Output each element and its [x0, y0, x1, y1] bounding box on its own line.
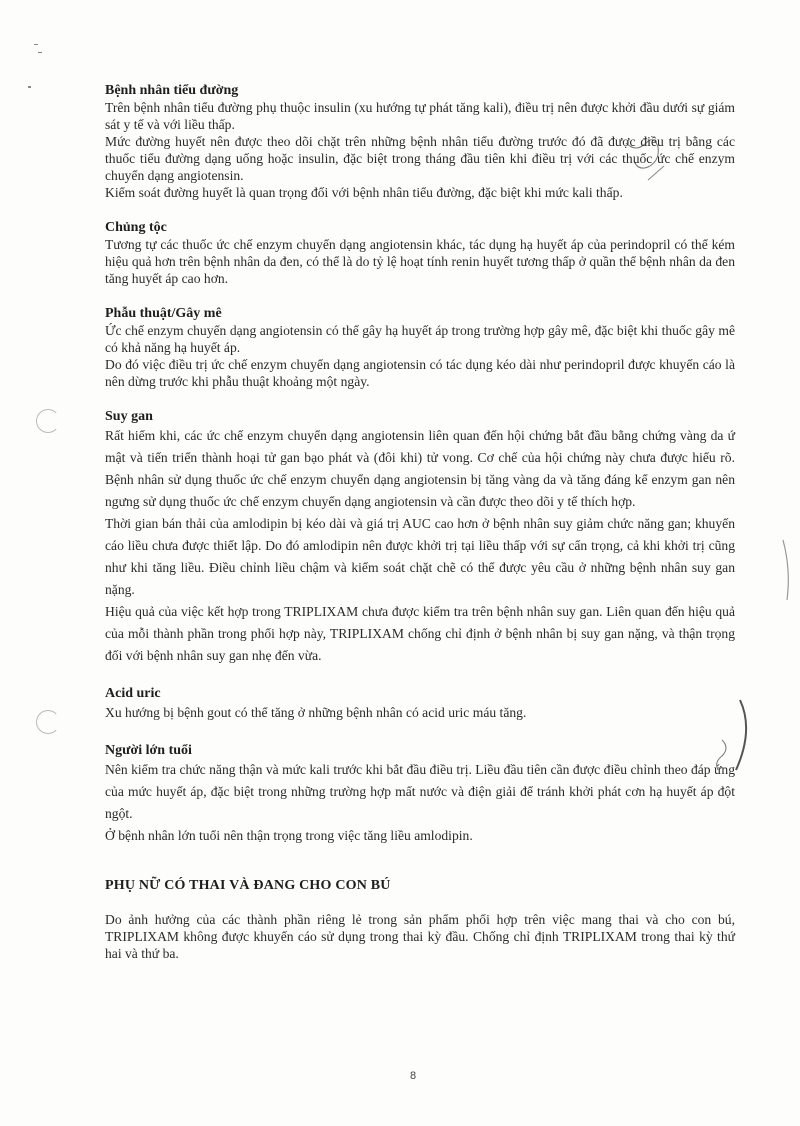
- section-diabetes: [105, 82, 735, 201]
- section-surgery: [105, 305, 735, 390]
- section-heading: Bệnh nhân tiểu đường: [105, 83, 239, 98]
- page-number: 8: [410, 1070, 417, 1082]
- section-uric-acid: [105, 685, 735, 724]
- punch-hole-mark: [36, 710, 60, 734]
- paragraph: Nên kiểm tra chức năng thận và mức kali trước khi bắt đầu điều trị. Liều đầu tiên cần được điều chỉnh theo đáp ứng của mức huyết áp, đặc biệt trong những trường hợp mất nước và điện giải để tránh khởi phát cơn hạ huyết áp đột ngột.: [105, 762, 735, 821]
- paragraph: Do ảnh hưởng của các thành phần riêng lẻ trong sản phẩm phối hợp trên việc mang thai và cho con bú, TRIPLIXAM không được khuyến cáo sử dụng trong thai kỳ đầu. Chống chỉ định TRIPLIXAM trong thai kỳ thứ hai và thứ ba.: [105, 912, 735, 961]
- main-content: [105, 82, 735, 962]
- scan-mark: [34, 44, 38, 45]
- punch-hole-mark: [36, 409, 60, 433]
- section-heading: PHỤ NỮ CÓ THAI VÀ ĐANG CHO CON BÚ: [105, 878, 391, 893]
- paragraph: Xu hướng bị bệnh gout có thể tăng ở những bệnh nhân có acid uric máu tăng.: [105, 705, 527, 720]
- paragraph: Kiểm soát đường huyết là quan trọng đối với bệnh nhân tiểu đường, đặc biệt khi mức kali thấp.: [105, 185, 623, 200]
- section-elderly: [105, 742, 735, 847]
- section-pregnancy: [105, 877, 735, 962]
- paragraph: Mức đường huyết nên được theo dõi chặt trên những bệnh nhân tiểu đường trước đó đã được điều trị bằng các thuốc tiểu đường dạng uống hoặc insulin, đặc biệt trong tháng đầu tiên khi điều trị với các thuốc ức chế enzym chuyển dạng angiotensin.: [105, 134, 735, 183]
- paragraph: Hiệu quả của việc kết hợp trong TRIPLIXAM chưa được kiểm tra trên bệnh nhân suy gan. Liên quan đến hiệu quả của mỗi thành phần trong phối hợp này, TRIPLIXAM chống chỉ định ở bệnh nhân bị suy gan nặng, và thận trọng đối với bệnh nhân suy gan nhẹ đến vừa.: [105, 604, 735, 663]
- section-race: [105, 219, 735, 287]
- section-heading: Chủng tộc: [105, 220, 167, 235]
- section-heading: Suy gan: [105, 409, 153, 424]
- section-heading: Phẫu thuật/Gây mê: [105, 306, 222, 321]
- scan-mark: [38, 52, 42, 53]
- scan-mark: [28, 86, 31, 88]
- paragraph: Trên bệnh nhân tiểu đường phụ thuộc insulin (xu hướng tự phát tăng kali), điều trị nên được khởi đầu dưới sự giám sát y tế và với liều thấp.: [105, 100, 735, 132]
- paragraph: Thời gian bán thải của amlodipin bị kéo dài và giá trị AUC cao hơn ở bệnh nhân suy giảm chức năng gan; khuyến cáo liều chưa được thiết lập. Do đó amlodipin nên được khởi trị tại liều thấp với sự cẩn trọng, cả khi khởi trị cũng như khi tăng liều. Điều chỉnh liều chậm và kiểm soát chặt chẽ có thể được yêu cầu ở những bệnh nhân suy gan nặng.: [105, 516, 735, 597]
- section-liver: [105, 408, 735, 667]
- section-heading: Acid uric: [105, 686, 161, 701]
- paragraph: Tương tự các thuốc ức chế enzym chuyển dạng angiotensin khác, tác dụng hạ huyết áp của perindopril có thể kém hiệu quả hơn trên bệnh nhân da đen, có thể là do tỷ lệ hoạt tính renin huyết tương thấp ở quần thể bệnh nhân da đen tăng huyết áp cao hơn.: [105, 237, 735, 286]
- paragraph: Do đó việc điều trị ức chế enzym chuyển dạng angiotensin có tác dụng kéo dài như perindopril được khuyến cáo là nên dừng trước khi phẫu thuật khoảng một ngày.: [105, 357, 735, 389]
- paragraph: Ức chế enzym chuyển dạng angiotensin có thể gây hạ huyết áp trong trường hợp gây mê, đặc biệt khi thuốc gây mê có khả năng hạ huyết áp.: [105, 323, 735, 355]
- paragraph: Rất hiếm khi, các ức chế enzym chuyển dạng angiotensin liên quan đến hội chứng bắt đầu bằng chứng vàng da ứ mật và tiến triển thành hoại tử gan bạo phát và (đôi khi) tử vong. Cơ chế của hội chứng này chưa được hiểu rõ. Bệnh nhân sử dụng thuốc ức chế enzym chuyển dạng angiotensin bị tăng vàng da và tăng đáng kể enzym gan nên ngưng sử dụng thuốc ức chế enzym chuyển dạng angiotensin và cần được theo dõi y tế thích hợp.: [105, 428, 735, 509]
- paragraph: Ở bệnh nhân lớn tuổi nên thận trọng trong việc tăng liều amlodipin.: [105, 828, 473, 843]
- section-heading: Người lớn tuổi: [105, 743, 192, 758]
